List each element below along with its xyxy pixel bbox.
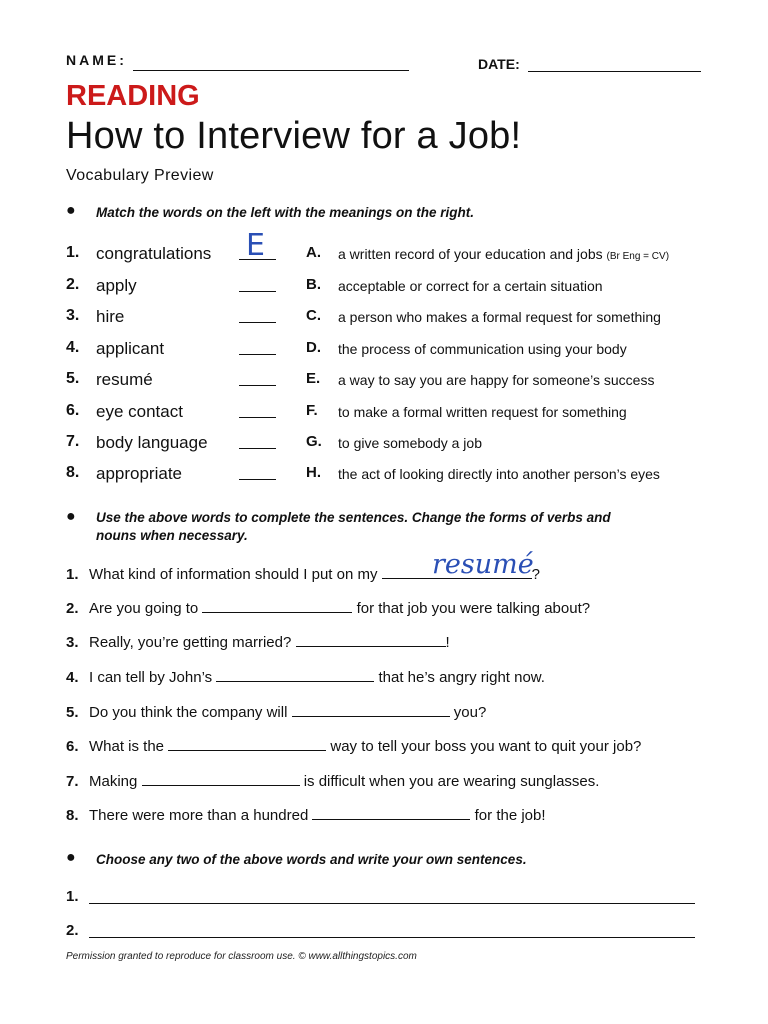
vocab-word: resumé bbox=[96, 370, 153, 389]
vocab-definition bbox=[338, 278, 603, 294]
handwritten-answer-1: E bbox=[246, 228, 265, 263]
vocab-definition bbox=[338, 309, 661, 325]
own-sentence-row bbox=[66, 888, 89, 905]
sentence-text-after: is difficult when you are wearing sunglasses. bbox=[303, 773, 600, 790]
vocab-answer-blank[interactable] bbox=[239, 322, 276, 323]
sentence-number: 6. bbox=[66, 738, 79, 755]
sentence-answer-blank[interactable] bbox=[292, 704, 450, 717]
sentence-text-before: I can tell by John’s bbox=[89, 669, 213, 686]
sentence-number: 8. bbox=[66, 807, 79, 824]
bullet-icon: ● bbox=[66, 202, 76, 219]
definition-letter: E. bbox=[306, 370, 321, 387]
sentence-text-before: Really, you’re getting married? bbox=[89, 634, 292, 651]
definition-letter: D. bbox=[306, 339, 321, 356]
vocab-number: 8. bbox=[66, 464, 80, 481]
sentence-number: 7. bbox=[66, 773, 79, 790]
vocab-number: 5. bbox=[66, 370, 80, 387]
sentence-text-after: for that job you were talking about? bbox=[356, 600, 591, 617]
sentence-answer-blank[interactable] bbox=[216, 669, 374, 682]
definition-text: a way to say you are happy for someone’s success bbox=[338, 372, 655, 388]
own-sentence-line[interactable] bbox=[89, 903, 695, 904]
definition-letter: F. bbox=[306, 402, 318, 419]
sentence-text-after: ? bbox=[531, 566, 540, 583]
vocab-answer-blank[interactable] bbox=[239, 479, 276, 480]
sentence-text-after: you? bbox=[453, 704, 487, 721]
sentence-row bbox=[66, 704, 486, 721]
sentence-number: 3. bbox=[66, 634, 79, 651]
vocab-definition bbox=[338, 435, 482, 451]
vocab-row bbox=[0, 402, 768, 426]
vocab-row bbox=[0, 307, 768, 331]
date-field-line[interactable] bbox=[528, 71, 701, 72]
sentence-number: 2. bbox=[66, 600, 79, 617]
vocab-word: congratulations bbox=[96, 244, 212, 263]
bullet-icon: ● bbox=[66, 849, 76, 866]
sentence-answer-blank[interactable] bbox=[168, 738, 326, 751]
vocab-row bbox=[0, 433, 768, 457]
definition-text: a written record of your education and jobs bbox=[338, 246, 603, 262]
vocab-row bbox=[0, 339, 768, 363]
vocab-row bbox=[0, 276, 768, 300]
sentence-text-before: Are you going to bbox=[89, 600, 199, 617]
vocab-definition bbox=[338, 466, 660, 482]
page-subtitle: Vocabulary Preview bbox=[66, 167, 214, 184]
sentence-text-after: that he’s angry right now. bbox=[378, 669, 545, 686]
vocab-definition bbox=[338, 341, 627, 357]
sentence-answer-blank[interactable] bbox=[202, 600, 352, 613]
definition-text: to give somebody a job bbox=[338, 435, 482, 451]
own-sentence-row bbox=[66, 922, 89, 939]
sentence-row bbox=[66, 600, 590, 617]
sentence-answer-blank[interactable] bbox=[312, 807, 470, 820]
vocab-word: applicant bbox=[96, 339, 165, 358]
vocab-answer-blank[interactable] bbox=[239, 448, 276, 449]
definition-text: the process of communication using your body bbox=[338, 341, 627, 357]
name-field-line[interactable] bbox=[133, 70, 409, 71]
sentence-row bbox=[66, 807, 546, 824]
definition-text: the act of looking directly into another person’s eyes bbox=[338, 466, 660, 482]
vocab-definition bbox=[338, 246, 669, 262]
date-label: DATE: bbox=[478, 56, 520, 72]
vocab-number: 1. bbox=[66, 244, 80, 261]
vocab-answer-blank[interactable] bbox=[239, 417, 276, 418]
definition-letter: B. bbox=[306, 276, 321, 293]
match-instruction: Match the words on the left with the meanings on the right. bbox=[96, 205, 475, 220]
sentence-text-after: way to tell your boss you want to quit your job? bbox=[330, 738, 642, 755]
sentence-text-before: Making bbox=[89, 773, 138, 790]
footer-permission: Permission granted to reproduce for classroom use. © www.allthingstopics.com bbox=[66, 951, 417, 962]
definition-letter: H. bbox=[306, 464, 321, 481]
vocab-answer-blank[interactable] bbox=[239, 354, 276, 355]
page-title: How to Interview for a Job! bbox=[66, 115, 522, 157]
vocab-word: body language bbox=[96, 433, 208, 452]
sentence-text-before: Do you think the company will bbox=[89, 704, 288, 721]
definition-note: (Br Eng = CV) bbox=[606, 251, 670, 262]
vocab-word: eye contact bbox=[96, 402, 183, 421]
vocab-number: 7. bbox=[66, 433, 80, 450]
vocab-answer-blank[interactable] bbox=[239, 291, 276, 292]
sentence-text-before: There were more than a hundred bbox=[89, 807, 309, 824]
own-sentence-line[interactable] bbox=[89, 937, 695, 938]
vocab-word: hire bbox=[96, 307, 125, 326]
definition-letter: G. bbox=[306, 433, 322, 450]
sentence-row bbox=[66, 634, 450, 651]
vocab-word: apply bbox=[96, 276, 137, 295]
complete-instruction-line1: Use the above words to complete the sentences. Change the forms of verbs and bbox=[96, 510, 611, 525]
sentence-number: 4. bbox=[66, 669, 79, 686]
vocab-definition bbox=[338, 372, 654, 388]
complete-instruction-line2: nouns when necessary. bbox=[96, 528, 248, 543]
sentence-text-after: for the job! bbox=[474, 807, 546, 824]
bullet-icon: ● bbox=[66, 508, 76, 525]
name-label: NAME: bbox=[66, 52, 127, 68]
sentence-row bbox=[66, 738, 641, 755]
vocab-number: 4. bbox=[66, 339, 80, 356]
definition-text: a person who makes a formal request for something bbox=[338, 309, 661, 325]
vocab-row bbox=[0, 464, 768, 488]
vocab-definition bbox=[338, 404, 627, 420]
section-label: READING bbox=[66, 80, 200, 112]
sentence-row bbox=[66, 773, 599, 790]
own-sentence-number: 1. bbox=[66, 888, 79, 905]
sentence-number: 1. bbox=[66, 566, 79, 583]
definition-letter: C. bbox=[306, 307, 321, 324]
vocab-number: 3. bbox=[66, 307, 80, 324]
vocab-number: 6. bbox=[66, 402, 80, 419]
definition-text: to make a formal written request for something bbox=[338, 404, 627, 420]
sentence-text-before: What is the bbox=[89, 738, 165, 755]
handwritten-sentence-answer-1: resumé bbox=[432, 549, 534, 580]
definition-letter: A. bbox=[306, 244, 321, 261]
own-sentence-number: 2. bbox=[66, 922, 79, 939]
vocab-answer-blank[interactable] bbox=[239, 385, 276, 386]
sentence-answer-blank[interactable] bbox=[142, 773, 300, 786]
definition-text: acceptable or correct for a certain situation bbox=[338, 278, 603, 294]
choose-instruction: Choose any two of the above words and write your own sentences. bbox=[96, 852, 527, 867]
sentence-number: 5. bbox=[66, 704, 79, 721]
sentence-row bbox=[66, 669, 545, 686]
vocab-row bbox=[0, 370, 768, 394]
sentence-text-before: What kind of information should I put on my bbox=[89, 566, 378, 583]
sentence-answer-blank[interactable] bbox=[296, 634, 446, 647]
vocab-number: 2. bbox=[66, 276, 80, 293]
vocab-word: appropriate bbox=[96, 464, 183, 483]
sentence-text-after: ! bbox=[445, 634, 450, 651]
vocab-row bbox=[0, 244, 768, 268]
